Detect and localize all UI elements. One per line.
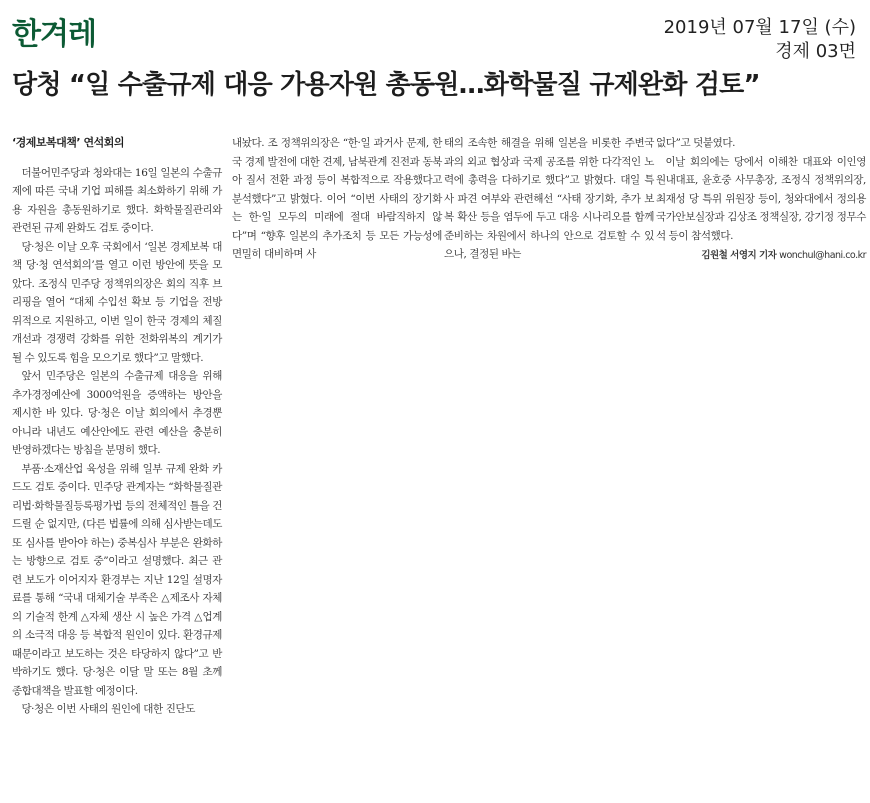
article-column-4 (656, 134, 866, 266)
article-byline (656, 247, 866, 266)
publication-date: 2019년 07월 17일 (수) (663, 17, 856, 38)
subhead-label: ‘경제보복대책’ (12, 136, 81, 149)
section-page: 경제 03면 (775, 41, 856, 62)
paragraph-5-cont: 내놨다. 조 정책위의장은 “한·일 과거사 문제, 한국 경제 발전에 대한 견제, 남북관계 진전과 동북아 질서 전환 과정 등이 복합적으로 작용했다고 분석했다”고 밝혔다. 이어 “이번 사태의 장기화는 한·일 모두의 미래에 절대 바람직하지 않다”며 “향후 일본의 추가조치 등 모든 가능성에 면밀히 대비하며 사 (232, 137, 442, 260)
paragraph-1: 더불어민주당과 청와대는 16일 일본의 수출규제에 따른 국내 기업 피해를 최소화하기 위해 가용 자원을 총동원하기로 했다. 화학물질관리와 관련된 규제 완화도 검토 중이다. (12, 166, 222, 234)
newspaper-logo: 한겨레 (12, 17, 96, 52)
dateline (664, 16, 856, 64)
paragraph-6: 이날 회의에는 당에서 이해찬 대표와 이인영 원내대표, 윤호중 사무총장, 조정식 정책위의장, 최재성 당 특위 위원장 등이, 청와대에서 정의용 국가안보실장과 김상조 정책실장, 강기정 정무수석 등이 참석했다. (656, 155, 866, 242)
paragraph-5-end: 없다”고 덧붙였다. (656, 137, 736, 149)
article-column-1 (12, 134, 222, 719)
article-column-3 (444, 134, 654, 264)
paragraph-5-start: 당·청은 이번 사태의 원인에 대한 진단도 (21, 703, 195, 715)
paragraph-5-cont-2: 태의 조속한 해결을 위해 일본을 비롯한 주변국과의 외교 협상과 국제 공조를 위한 다각적인 노력에 총력을 다하기로 했다”고 밝혔다. 대일 특사 파견 여부와 관련해선 “사태 장기화, 추가 보복 확산 등을 염두에 두고 대응 시나리오를 함께 준비하는 차원에서 하나의 안으로 검토할 수 있으나, 결정된 바는 (444, 137, 654, 260)
byline-email: wonchul@hani.co.kr (779, 250, 866, 261)
article-headline: 당청 “일 수출규제 대응 가용자원 총동원…화학물질 규제완화 검토” (12, 70, 760, 100)
paragraph-3: 앞서 민주당은 일본의 수출규제 대응을 위해 추가경정예산에 3000억원을 증액하는 방안을 제시한 바 있다. 당·청은 이날 회의에서 추경뿐 아니라 내년도 예산안에도 관련 예산을 충분히 반영하겠다는 방침을 분명히 했다. (12, 370, 222, 456)
paragraph-2: 당·청은 이날 오후 국회에서 ‘일본 경제보복 대책 당·청 연석회의’를 열고 이런 방안에 뜻을 모았다. 조정식 민주당 정책위의장은 회의 직후 브리핑을 열어 “대체 수입선 확보 등 기업을 전방위적으로 지원하고, 이번 일이 한국 경제의 체질 개선과 경쟁력 강화를 위한 전화위복의 계기가 될 수 있도록 힘을 모으기로 했다”고 말했다. (12, 240, 222, 364)
subhead-rest: 연석회의 (80, 136, 124, 149)
article-column-2 (232, 134, 442, 264)
paragraph-4: 부품·소재산업 육성을 위해 일부 규제 완화 카드도 검토 중이다. 민주당 관계자는 “화학물질관리법·화학물질등록평가법 등의 전체적인 틀을 건드릴 순 없지만, (다른 법률에 의해 심사받는데도 또 심사를 받아야 하는) 중복심사 부분은 완화하는 방향으로 검토 중”이라고 설명했다. 최근 관련 보도가 이어지자 환경부는 지난 12일 설명자료를 통해 “국내 대체기술 부족은 △제조사 자체의 기술적 한계 △자체 생산 시 높은 가격 △업계의 소극적 대응 등 복합적 원인이 있다. 환경규제 때문이라고 보도하는 것은 타당하지 않다”고 반박하기도 했다. 당·청은 이달 말 또는 8월 초께 종합대책을 발표할 예정이다. (12, 462, 222, 697)
article-subhead (12, 134, 222, 153)
byline-names: 김원철 서영지 기자 (701, 250, 777, 261)
